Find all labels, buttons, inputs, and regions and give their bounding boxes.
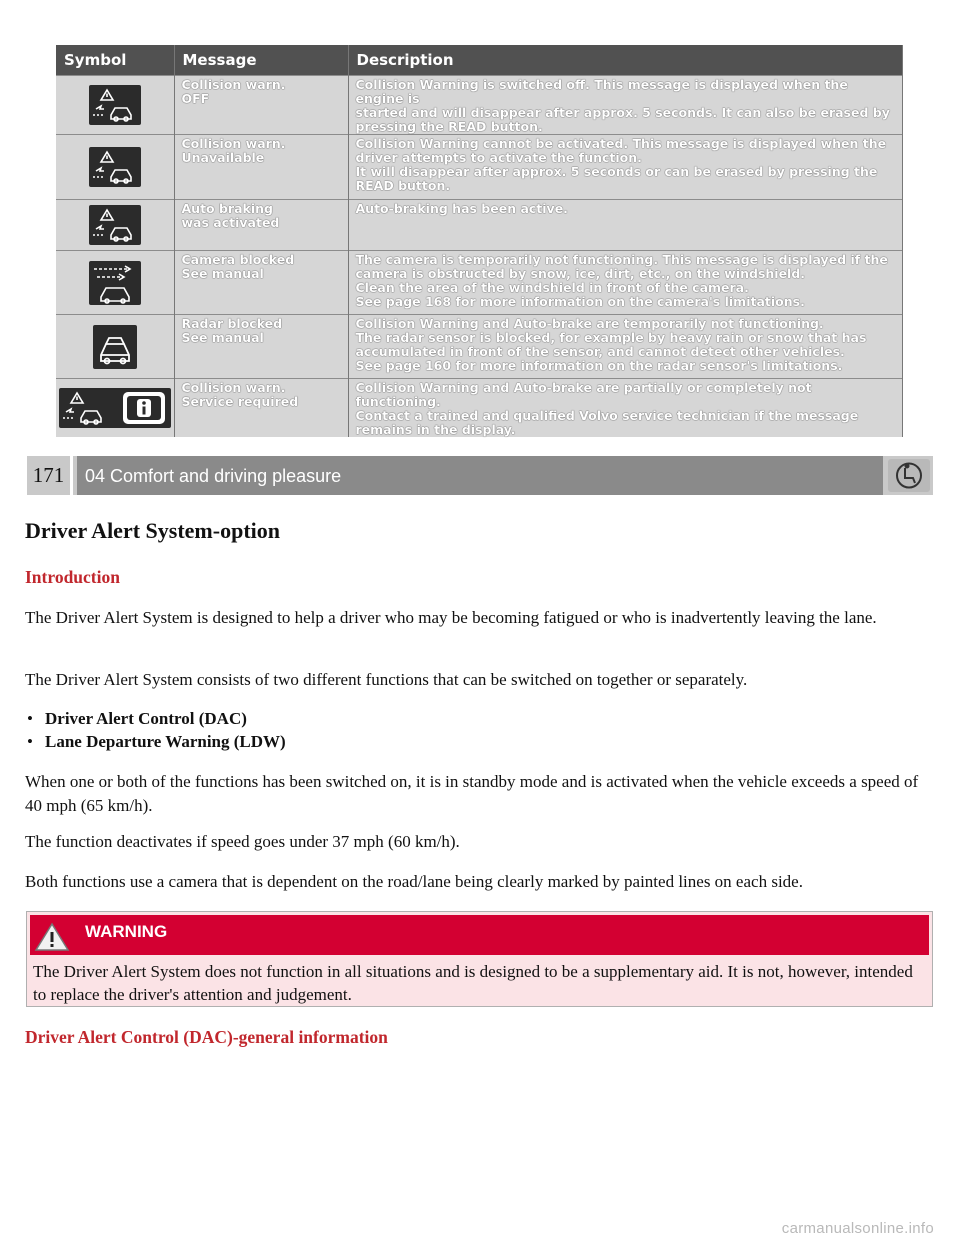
paragraph: The function deactivates if speed goes under 37 mph (60 km/h). — [25, 832, 460, 851]
symbol-cell — [56, 76, 174, 135]
function-list — [25, 707, 286, 753]
chapter-title: 04 Comfort and driving pleasure — [77, 456, 883, 495]
description-cell — [348, 135, 902, 200]
description-line: Collision Warning cannot be activated. This message is displayed when the — [355, 136, 887, 151]
symbol-cell — [56, 200, 174, 251]
description-cell — [348, 315, 902, 379]
description-line: Clean the area of the windshield in front of the camera. — [355, 280, 749, 295]
message-line: Camera blocked — [181, 252, 295, 267]
table-row — [56, 315, 902, 379]
symbol-cell — [56, 135, 174, 200]
table-row — [56, 200, 902, 251]
description-line: See page 168 for more information on the camera's limitations. — [355, 294, 805, 309]
description-cell — [348, 251, 902, 315]
warning-box — [26, 911, 933, 1007]
table-header-row — [56, 45, 902, 76]
message-line: See manual — [181, 266, 264, 281]
list-item: • Driver Alert Control (DAC) — [25, 707, 286, 730]
symbol-cell — [56, 251, 174, 315]
message-line: Auto braking — [181, 201, 273, 216]
chapter-bar — [27, 456, 933, 495]
message-line: Collision warn. — [181, 136, 286, 151]
message-line: Service required — [181, 394, 299, 409]
description-line: remains in the display. — [355, 422, 516, 437]
paragraph: Both functions use a camera that is dependent on the road/lane being clearly marked by painted lines on each side. — [25, 872, 803, 891]
description-line: Auto-braking has been active. — [355, 201, 568, 216]
message-table — [56, 45, 903, 437]
collision-warning-icon — [89, 85, 141, 125]
column-header-message: Message — [174, 45, 348, 76]
description-line: READ button. — [355, 178, 451, 193]
symbol-cell — [56, 315, 174, 379]
warning-triangle-icon — [34, 922, 70, 957]
table-row — [56, 135, 902, 200]
description-line: Collision Warning is switched off. This message is displayed when the engine is — [355, 77, 848, 106]
description-line: Collision Warning and Auto-brake are temporarily not functioning. — [355, 316, 824, 331]
message-cell — [174, 379, 348, 438]
description-line: See page 160 for more information on the radar sensor's limitations. — [355, 358, 843, 373]
message-line: was activated — [181, 215, 280, 230]
description-line: started and will disappear after approx. 5 seconds. It can also be erased by — [355, 105, 890, 120]
description-line: driver attempts to activate the function. — [355, 150, 642, 165]
driver-seat-icon — [888, 459, 930, 492]
message-cell — [174, 76, 348, 135]
description-line: Collision Warning and Auto-brake are partially or completely not functioning. — [355, 380, 812, 409]
table-row — [56, 76, 902, 135]
warning-label: WARNING — [85, 922, 168, 941]
description-line: accumulated in front of the sensor, and cannot detect other vehicles. — [355, 344, 845, 359]
warning-header — [30, 915, 929, 955]
table-row — [56, 379, 902, 438]
page-number: 171 — [27, 456, 73, 495]
description-line: camera is obstructed by snow, ice, dirt, etc., on the windshield. — [355, 266, 806, 281]
description-line: pressing the READ button. — [355, 119, 543, 134]
message-cell — [174, 315, 348, 379]
warning-text: The Driver Alert System does not function in all situations and is designed to be a supplementary aid. It is not, however, intended to replace the driver's attention and judgement. — [33, 962, 913, 1004]
page-title: Driver Alert System-option — [25, 518, 280, 543]
symbol-cell — [56, 379, 174, 438]
message-line: OFF — [181, 91, 210, 106]
section-heading-dac: Driver Alert Control (DAC)-general information — [25, 1027, 388, 1047]
collision-warning-service-icon — [59, 388, 171, 428]
watermark: carmanualsonline.info — [781, 1220, 934, 1237]
collision-warning-icon — [89, 147, 141, 187]
description-cell — [348, 76, 902, 135]
paragraph: The Driver Alert System is designed to help a driver who may be becoming fatigued or who is inadvertently leaving the lane. — [25, 608, 877, 627]
message-line: Unavailable — [181, 150, 265, 165]
message-line: See manual — [181, 330, 264, 345]
description-cell — [348, 200, 902, 251]
description-line: The radar sensor is blocked, for example by heavy rain or snow that has — [355, 330, 867, 345]
table-row — [56, 251, 902, 315]
column-header-description: Description — [348, 45, 902, 76]
radar-blocked-icon — [93, 325, 137, 369]
camera-blocked-icon — [89, 261, 141, 305]
section-heading-introduction: Introduction — [25, 567, 120, 587]
description-line: Contact a trained and qualified Volvo service technician if the message — [355, 408, 859, 423]
description-cell — [348, 379, 902, 438]
message-line: Radar blocked — [181, 316, 283, 331]
message-line: Collision warn. — [181, 77, 286, 92]
message-line: Collision warn. — [181, 380, 286, 395]
message-cell — [174, 251, 348, 315]
paragraph: When one or both of the functions has been switched on, it is in standby mode and is activated when the vehicle exceeds a speed of 40 mph (65 km/h). — [25, 772, 919, 815]
message-cell — [174, 135, 348, 200]
list-item: • Lane Departure Warning (LDW) — [25, 730, 286, 753]
collision-warning-icon — [89, 205, 141, 245]
description-line: It will disappear after approx. 5 seconds or can be erased by pressing the — [355, 164, 878, 179]
description-line: The camera is temporarily not functioning. This message is displayed if the — [355, 252, 888, 267]
paragraph: The Driver Alert System consists of two different functions that can be switched on together or separately. — [25, 670, 748, 689]
column-header-symbol: Symbol — [56, 45, 174, 76]
message-cell — [174, 200, 348, 251]
